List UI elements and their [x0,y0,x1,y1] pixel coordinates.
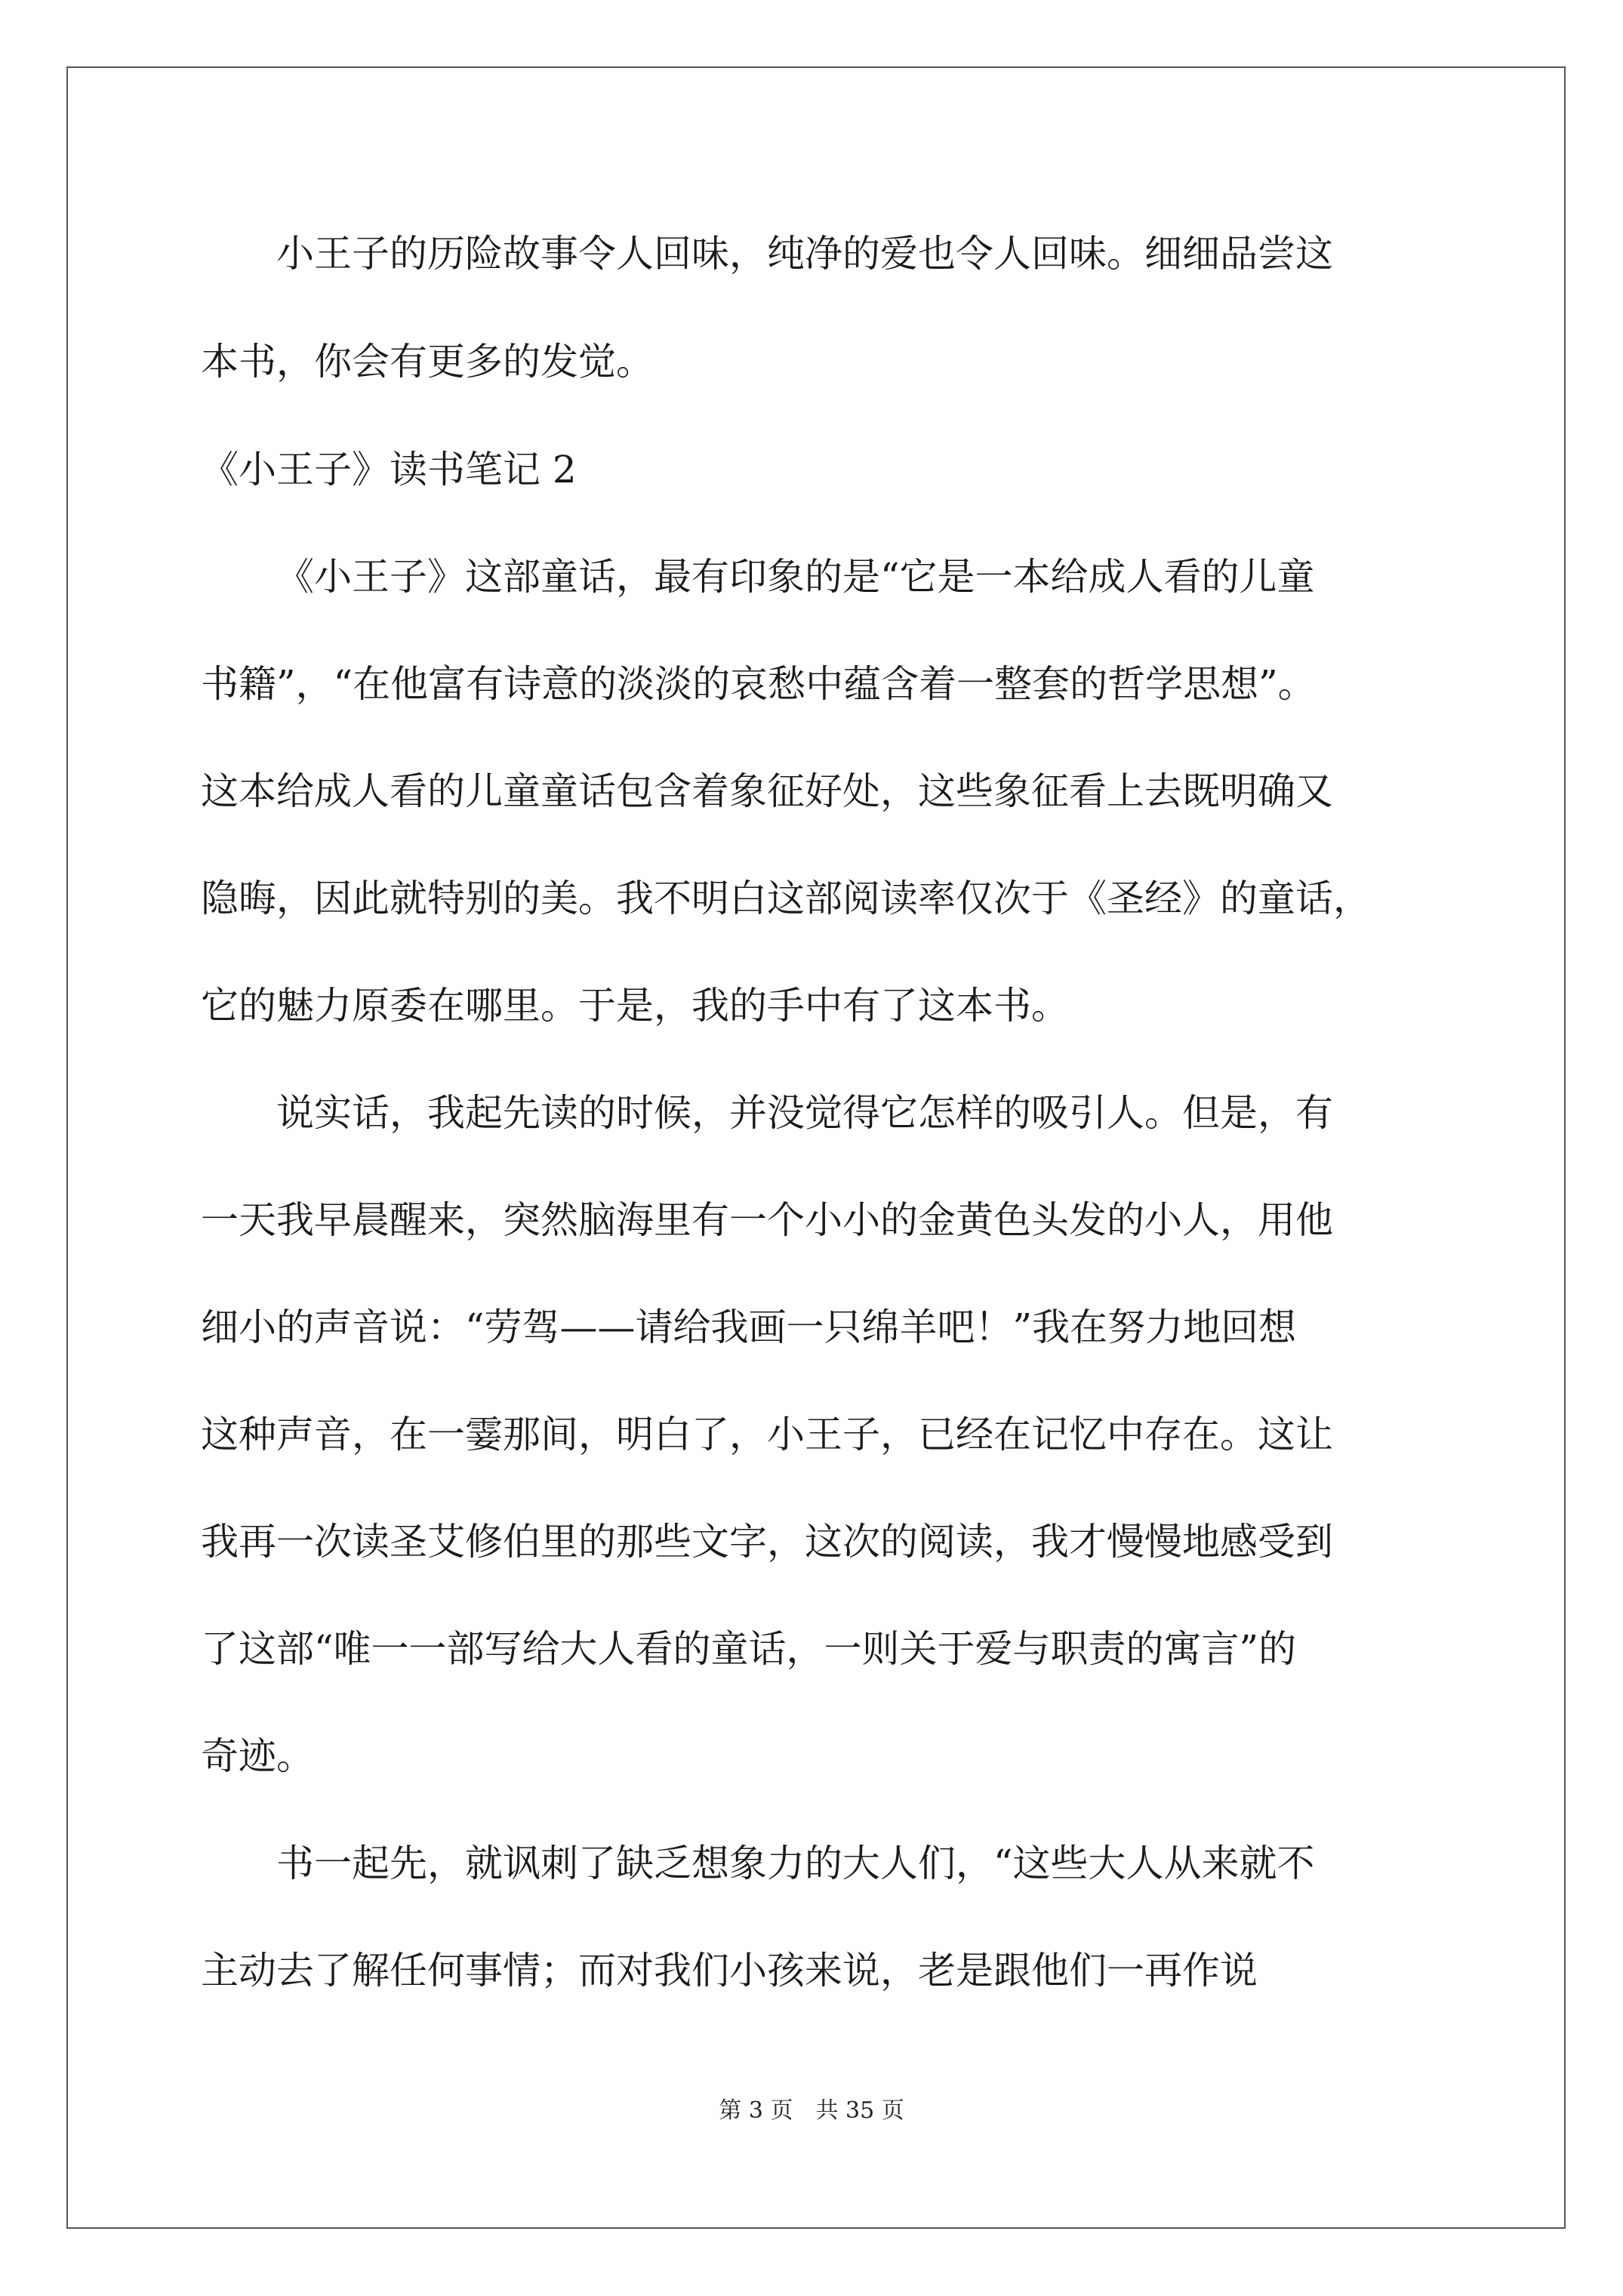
page-border [66,66,1566,2229]
paragraph-line: 《小王子》这部童话，最有印象的是“它是一本给成人看的儿童 [276,555,1315,599]
paragraph-line: 它的魅力原委在哪里。于是，我的手中有了这本书。 [201,984,1069,1028]
paragraph-line: 我再一次读圣艾修伯里的那些文字，这次的阅读，我才慢慢地感受到 [201,1520,1333,1564]
paragraph-line: 主动去了解任何事情；而对我们小孩来说，老是跟他们一再作说 [201,1949,1258,1992]
paragraph-line: 说实话，我起先读的时候，并没觉得它怎样的吸引人。但是，有 [276,1091,1333,1135]
paragraph-line: 奇迹。 [201,1734,314,1778]
page-total: 共 35 页 [815,2097,904,2124]
paragraph-line: 本书，你会有更多的发觉。 [201,340,654,384]
paragraph-line: 书一起先，就讽刺了缺乏想象力的大人们，“这些大人从来就不 [276,1841,1315,1885]
page-number: 第 3 页 [719,2097,793,2124]
paragraph-line: 细小的声音说：“劳驾——请给我画一只绵羊吧！”我在努力地回想 [201,1305,1297,1349]
paragraph-line: 一天我早晨醒来，突然脑海里有一个小小的金黄色头发的小人，用他 [201,1198,1333,1242]
paragraph-line: 这种声音，在一霎那间，明白了，小王子，已经在记忆中存在。这让 [201,1413,1333,1456]
paragraph-line: 隐晦，因此就特别的美。我不明白这部阅读率仅次于《圣经》的童话， [201,877,1371,920]
page-footer [0,2096,1623,2126]
paragraph-line: 书籍”，“在他富有诗意的淡淡的哀愁中蕴含着一整套的哲学思想”。 [201,662,1316,706]
paragraph-line: 小王子的历险故事令人回味，纯净的爱也令人回味。细细品尝这 [276,232,1333,276]
paragraph-line: 了这部“唯一一部写给大人看的童话，一则关于爱与职责的寓言”的 [201,1627,1297,1671]
section-heading: 《小王子》读书笔记 2 [201,448,577,492]
paragraph-line: 这本给成人看的儿童童话包含着象征好处，这些象征看上去既明确又 [201,769,1333,813]
